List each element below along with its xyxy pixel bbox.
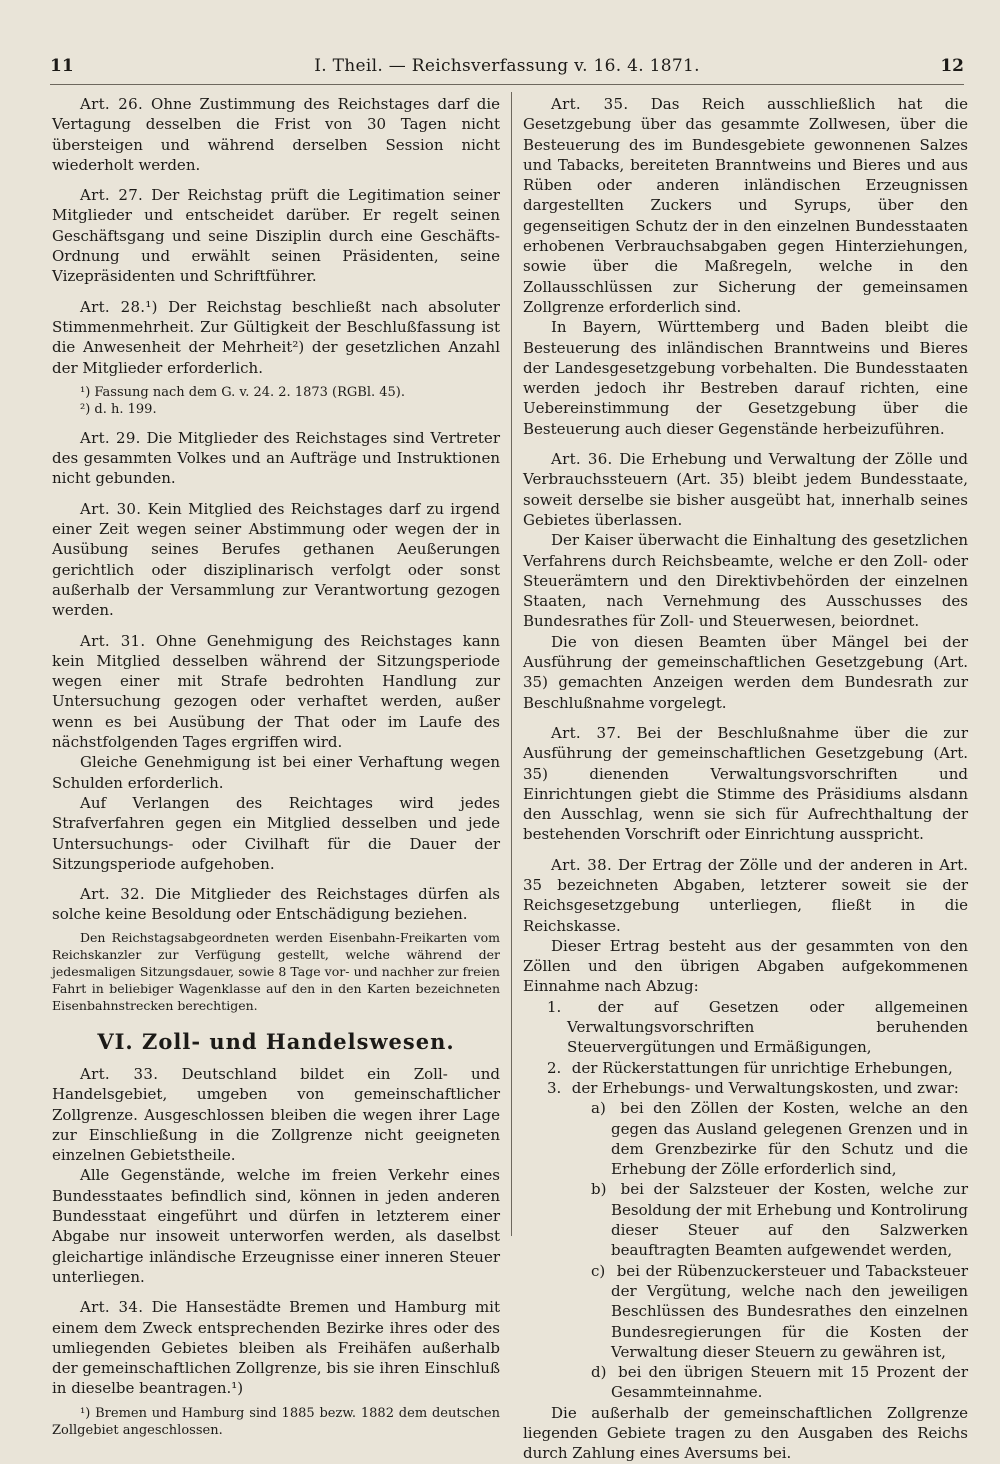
article-text: Die Mitglieder des Reichstages dürfen als solche keine Besoldung oder Entschädigung beziehen. (52, 885, 500, 924)
sub-list-item (567, 1261, 968, 1362)
article-34 (52, 1297, 500, 1398)
article-text: Deutschland bildet ein Zoll- und Handelsgebiet, umgeben von gemeinschaftlicher Zollgrenze. Ausgeschlossen bleiben die wegen ihrer Lage zur Einschließung in die Zollgrenze nicht geeigneten einzelnen Gebietstheile. (52, 1064, 500, 1165)
article-text: Der Reichstag prüft die Legitimation seiner Mitglieder und entscheidet darüber. Er regelt seinen Geschäftsgang und seine Disziplin durch eine Geschäfts-Ordnung und erwählt seinen Präsidenten, seine Vizepräsidenten und Schriftführer. (52, 186, 500, 286)
list-item (523, 1058, 968, 1078)
article-paragraph: Auf Verlangen des Reichtages wird jedes Strafverfahren gegen ein Mitglied desselben und jede Untersuchungs- oder Civilhaft für die Dauer der Sitzungsperiode aufgehoben. (52, 793, 500, 873)
article-38 (523, 855, 968, 936)
article-label: Art. 32. (80, 885, 145, 904)
list-text: der Rückerstattungen für unrichtige Erhebungen, (571, 1058, 953, 1077)
sub-list-text: bei der Salzsteuer der Kosten, welche zur Besoldung der mit Erhebung und Kontrolirung dieser Steuer auf den Salzwerken beauftragten Beamten aufgewendet werden, (611, 1180, 968, 1260)
sub-list-letter: c) (591, 1261, 606, 1280)
article-label: Art. 30. (80, 499, 142, 518)
section-heading: VI. Zoll- und Handelswesen. (97, 1028, 455, 1054)
article-36 (523, 449, 968, 530)
deduction-list (523, 997, 968, 1403)
article-paragraph: Die von diesen Beamten über Mängel bei der Ausführung der gemeinschaftlichen Gesetzgebung (Art. 35) gemachten Anzeigen werden dem Bundesrath zur Beschlußnahme vorgelegt. (523, 632, 968, 712)
sub-list-text: bei den Zöllen der Kosten, welche an den gegen das Ausland gelegenen Grenzen und in dem Grenzbezirke für den Schutz und die Erhebung der Zölle erforderlich sind, (611, 1099, 968, 1179)
article-label: Art. 27. (80, 186, 144, 205)
list-number: 3. (547, 1078, 562, 1097)
sub-list-text: bei der Rübenzuckersteuer und Tabacksteuer der Vergütung, welche nach den jeweiligen Beschlüssen des Bundesrathes den einzelnen Bundesregierungen für die Kosten der Verwaltung dieser Steuern zu gewähren ist, (611, 1261, 968, 1361)
list-number: 2. (547, 1058, 562, 1077)
article-paragraph: In Bayern, Württemberg und Baden bleibt die Besteuerung des inländischen Branntweins und Bieres der Landesgesetzgebung vorbehalten. Die Bundesstaaten werden jedoch ihr Bestreben darauf richten, eine Uebereinstimmung der Gesetzgebung über die Besteuerung auch dieser Gegenstände herbeizuführen. (523, 318, 968, 438)
article-26 (52, 94, 500, 175)
article-text: Der Reichstag beschließt nach absoluter Stimmenmehrheit. Zur Gültigkeit der Beschlußfassung ist die Anwesenheit der Mehrheit²) der gesetzlichen Anzahl der Mitglieder erforderlich. (52, 297, 500, 377)
article-28 (52, 297, 500, 378)
article-label: Art. 26. (80, 95, 144, 113)
article-text: Kein Mitglied des Reichstages darf zu irgend einer Zeit wegen seiner Abstimmung oder wegen der in Ausübung seines Berufes gethanen Aeußerungen gerichtlich oder disziplinarisch verfolgt oder sonst außerhalb der Versammlung zur Verantwortung gezogen werden. (52, 499, 500, 620)
article-text: Die Mitglieder des Reichstages sind Vertreter des gesammten Volkes und an Aufträge und Instruktionen nicht gebunden. (52, 428, 500, 488)
article-text: Die Erhebung und Verwaltung der Zölle und Verbrauchssteuern (Art. 35) bleibt jedem Bundesstaate, soweit derselbe sie bisher ausgeübt hat, innerhalb seines Gebietes überlassen. (523, 450, 968, 529)
article-37 (523, 723, 968, 845)
footnote: ¹) Fassung nach dem G. v. 24. 2. 1873 (RGBl. 45). (80, 384, 406, 400)
running-header (50, 56, 964, 84)
left-column (52, 94, 500, 1439)
sub-list-letter: a) (591, 1099, 606, 1118)
footnote: ¹) Bremen und Hamburg sind 1885 bezw. 1882 dem deutschen Zollgebiet angeschlossen. (52, 1405, 500, 1438)
article-30 (52, 499, 500, 621)
article-text: Die Hansestädte Bremen und Hamburg mit einem dem Zweck entsprechenden Bezirke ihres oder des umliegenden Gebietes bleiben als Freihäfen außerhalb der gemeinschaftlichen Zollgrenze, bis sie ihren Einschluß in dieselbe beantragen.¹) (52, 1298, 501, 1398)
article-label: Art. 37. (551, 723, 622, 742)
article-33 (52, 1064, 500, 1165)
sub-list-item (567, 1179, 968, 1260)
article-32 (52, 884, 500, 925)
article-label: Art. 33. (80, 1064, 159, 1083)
page-number-right: 12 (940, 56, 964, 76)
article-label: Art. 38. (551, 855, 613, 874)
article-text: Das Reich ausschließlich hat die Gesetzgebung über das gesammte Zollwesen, über die Besteuerung des im Bundesgebiete gewonnenen Salzes und Tabacks, bereiteten Branntweins und Bieres und aus Rüben oder anderen inländischen Erzeugnissen dargestellten Zuckers und Syrups, über den gegenseitigen Schutz der in den einzelnen Bundesstaaten erhobenen Verbrauchsabgaben gegen Hinterziehungen, sowie über die Maßregeln, welche in den Zollausschlüssen zur Sicherung der gemeinsamen Zollgrenze erforderlich sind. (523, 95, 968, 316)
article-29 (52, 428, 500, 489)
article-text: Ohne Genehmigung des Reichstages kann kein Mitglied desselben während der Sitzungsperiode wegen einer mit Strafe bedrohten Handlung zur Untersuchung gezogen oder verhaftet werden, außer wenn es bei Ausübung der That oder im Laufe des nächstfolgenden Tages ergriffen wird. (52, 631, 500, 752)
list-item (523, 1078, 968, 1403)
sub-list (567, 1098, 968, 1402)
sub-list-letter: d) (591, 1363, 607, 1382)
sub-list-item (567, 1098, 968, 1179)
sub-list-letter: b) (591, 1180, 607, 1199)
article-label: Art. 34. (80, 1298, 144, 1317)
sub-list-text: bei den übrigen Steuern mit 15 Prozent der Gesammteinnahme. (611, 1363, 968, 1402)
article-paragraph: Der Kaiser überwacht die Einhaltung des gesetzlichen Verfahrens durch Reichsbeamte, welche er den Zoll- oder Steuerämtern und den Direktivbehörden der einzelnen Staaten, nach Vernehmung des Ausschusses des Bundesrathes für Zoll- und Steuerwesen, beiordnet. (523, 531, 968, 631)
sub-list-item (567, 1362, 968, 1403)
article-paragraph: Die außerhalb der gemeinschaftlichen Zollgrenze liegenden Gebiete tragen zu den Ausgaben des Reichs durch Zahlung eines Aversums bei. (523, 1403, 968, 1463)
article-paragraph: Dieser Ertrag besteht aus der gesammten von den Zöllen und den übrigen Abgaben aufgekommenen Einnahme nach Abzug: (523, 936, 968, 996)
page-number-left: 11 (50, 56, 74, 76)
editorial-note: Den Reichstagsabgeordneten werden Eisenbahn-Freikarten vom Reichskanzler zur Verfügung gestellt, welche während der jedesmaligen Sitzungsdauer, sowie 8 Tage vor- und nachher zur freien Fahrt in beliebiger Wagenklasse auf den in den Karten bezeichneten Eisenbahnstrecken berechtigen. (52, 929, 500, 1013)
article-label: Art. 35. (551, 95, 629, 113)
list-number: 1. (547, 997, 562, 1016)
list-item (523, 997, 968, 1058)
list-text: der Erhebungs- und Verwaltungskosten, und zwar: (571, 1078, 959, 1097)
right-column (523, 94, 968, 1464)
article-text: Ohne Zustimmung des Reichstages darf die Vertagung desselben die Frist von 30 Tagen nicht übersteigen und während derselben Session nicht wiederholt werden. (52, 95, 500, 174)
article-paragraph: Alle Gegenstände, welche im freien Verkehr eines Bundesstaates befindlich sind, können in jeden anderen Bundesstaat eingeführt und dürfen in letzterem einer Abgabe nur insoweit unterworfen werden, als daselbst gleichartige inländische Erzeugnisse einer inneren Steuer unterliegen. (52, 1166, 500, 1286)
article-label: Art. 29. (80, 428, 141, 447)
list-text: der auf Gesetzen oder allgemeinen Verwaltungsvorschriften beruhenden Steuervergütungen und Ermäßigungen, (567, 997, 968, 1057)
article-text: Der Ertrag der Zölle und der anderen in Art. 35 bezeichneten Abgaben, letzterer soweit sie der Reichsgesetzgebung unterliegen, fließt in die Reichskasse. (523, 855, 968, 935)
article-text: Bei der Beschlußnahme über die zur Ausführung der gemeinschaftlichen Gesetzgebung (Art. 35) dienenden Verwaltungsvorschriften und Einrichtungen giebt die Stimme des Präsidiums alsdann den Ausschlag, wenn sie sich für Aufrechthaltung der bestehenden Vorschrift oder Einrichtung ausspricht. (523, 723, 968, 844)
column-divider (511, 92, 512, 1236)
article-label: Art. 36. (551, 450, 613, 469)
article-35 (523, 94, 968, 317)
article-label: Art. 28.¹) (80, 297, 158, 316)
article-31 (52, 631, 500, 753)
header-rule (50, 84, 964, 85)
article-label: Art. 31. (80, 631, 146, 650)
footnote: ²) d. h. 199. (80, 401, 157, 417)
article-paragraph: Gleiche Genehmigung ist bei einer Verhaftung wegen Schulden erforderlich. (52, 753, 500, 792)
article-27 (52, 185, 500, 286)
header-title: I. Theil. — Reichsverfassung v. 16. 4. 1871. (314, 56, 700, 76)
